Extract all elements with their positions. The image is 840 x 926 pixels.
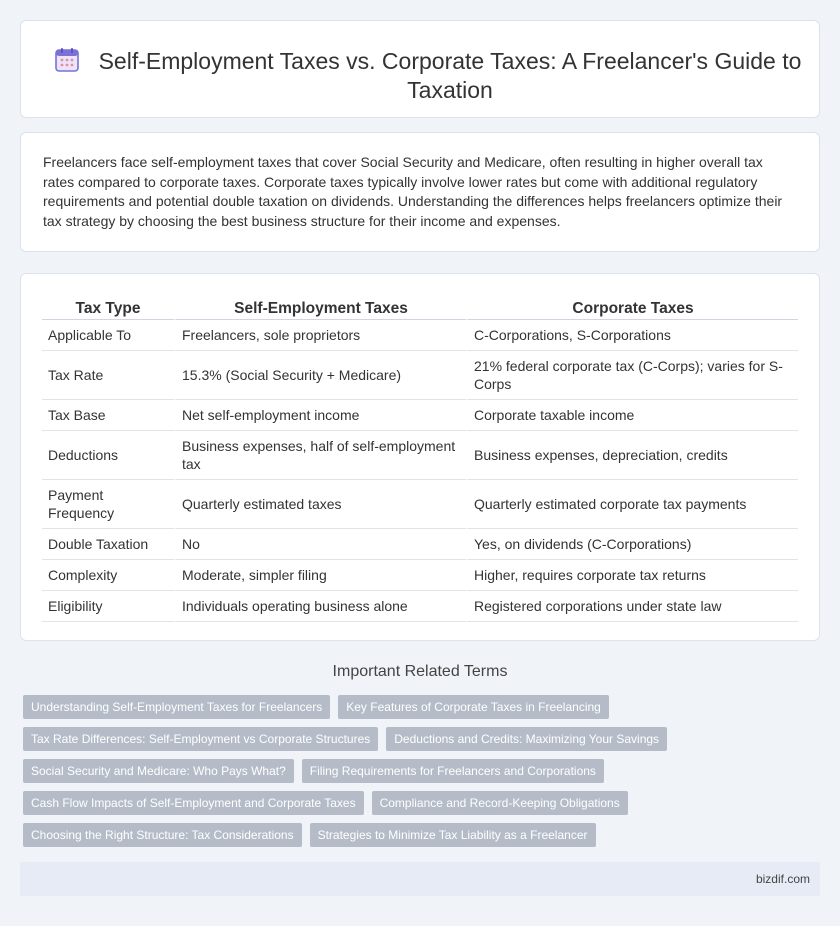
self-employment-cell: Individuals operating business alone bbox=[174, 591, 466, 622]
column-header-tax-type: Tax Type bbox=[42, 296, 174, 320]
table-row bbox=[42, 480, 798, 529]
corporate-cell: Corporate taxable income bbox=[466, 400, 798, 431]
self-employment-cell: No bbox=[174, 529, 466, 560]
intro-card bbox=[20, 132, 820, 252]
self-employment-cell: 15.3% (Social Security + Medicare) bbox=[174, 351, 466, 400]
row-label: Tax Rate bbox=[42, 351, 174, 400]
corporate-cell: Quarterly estimated corporate tax payments bbox=[466, 480, 798, 529]
table-row bbox=[42, 351, 798, 400]
table-row bbox=[42, 529, 798, 560]
self-employment-cell: Net self-employment income bbox=[174, 400, 466, 431]
row-label: Tax Base bbox=[42, 400, 174, 431]
row-label: Applicable To bbox=[42, 320, 174, 351]
tag-row bbox=[23, 791, 803, 815]
corporate-cell: Business expenses, depreciation, credits bbox=[466, 431, 798, 480]
tag-row bbox=[23, 759, 803, 783]
page-title: Self-Employment Taxes vs. Corporate Taxes: A Freelancer's Guide to Taxation bbox=[98, 48, 802, 103]
comparison-table bbox=[42, 296, 798, 622]
related-term-tag[interactable]: Cash Flow Impacts of Self-Employment and Corporate Taxes bbox=[23, 791, 364, 815]
row-label: Double Taxation bbox=[42, 529, 174, 560]
row-label: Eligibility bbox=[42, 591, 174, 622]
related-term-tag[interactable]: Deductions and Credits: Maximizing Your Savings bbox=[386, 727, 667, 751]
self-employment-cell: Moderate, simpler filing bbox=[174, 560, 466, 591]
row-label: Deductions bbox=[42, 431, 174, 480]
column-header-self-employment: Self-Employment Taxes bbox=[174, 296, 466, 320]
related-term-tag[interactable]: Tax Rate Differences: Self-Employment vs Corporate Structures bbox=[23, 727, 378, 751]
footer-brand[interactable]: bizdif.com bbox=[755, 872, 810, 886]
corporate-cell: Higher, requires corporate tax returns bbox=[466, 560, 798, 591]
header-card bbox=[20, 20, 820, 118]
self-employment-cell: Quarterly estimated taxes bbox=[174, 480, 466, 529]
tag-row bbox=[23, 695, 803, 719]
table-header-row bbox=[42, 296, 798, 320]
table-row bbox=[42, 400, 798, 431]
intro-paragraph: Freelancers face self-employment taxes that cover Social Security and Medicare, often resulting in higher overall tax rates compared to corporate taxes. Corporate taxes typically involve lower rates but come with additional regulatory requirements and potential double taxation on dividends. Understanding the differences helps freelancers optimize their tax strategy by choosing the best business structure for their income and expenses. bbox=[43, 154, 783, 229]
row-label: Payment Frequency bbox=[42, 480, 174, 529]
self-employment-cell: Freelancers, sole proprietors bbox=[174, 320, 466, 351]
related-term-tag[interactable]: Key Features of Corporate Taxes in Freelancing bbox=[338, 695, 609, 719]
table-row bbox=[42, 431, 798, 480]
tag-row bbox=[23, 823, 803, 847]
related-terms-list bbox=[23, 695, 803, 855]
footer bbox=[20, 862, 820, 896]
related-terms-heading: Important Related Terms bbox=[332, 663, 508, 680]
table-row bbox=[42, 591, 798, 622]
tag-row bbox=[23, 727, 803, 751]
corporate-cell: Registered corporations under state law bbox=[466, 591, 798, 622]
related-term-tag[interactable]: Understanding Self-Employment Taxes for Freelancers bbox=[23, 695, 330, 719]
row-label: Complexity bbox=[42, 560, 174, 591]
corporate-cell: Yes, on dividends (C-Corporations) bbox=[466, 529, 798, 560]
self-employment-cell: Business expenses, half of self-employment tax bbox=[174, 431, 466, 480]
corporate-cell: 21% federal corporate tax (C-Corps); varies for S-Corps bbox=[466, 351, 798, 400]
comparison-card bbox=[20, 273, 820, 641]
related-term-tag[interactable]: Social Security and Medicare: Who Pays What? bbox=[23, 759, 294, 783]
related-term-tag[interactable]: Choosing the Right Structure: Tax Considerations bbox=[23, 823, 302, 847]
table-row bbox=[42, 560, 798, 591]
related-term-tag[interactable]: Filing Requirements for Freelancers and Corporations bbox=[302, 759, 604, 783]
related-term-tag[interactable]: Compliance and Record-Keeping Obligations bbox=[372, 791, 628, 815]
corporate-cell: C-Corporations, S-Corporations bbox=[466, 320, 798, 351]
related-term-tag[interactable]: Strategies to Minimize Tax Liability as a Freelancer bbox=[310, 823, 596, 847]
table-row bbox=[42, 320, 798, 351]
column-header-corporate: Corporate Taxes bbox=[466, 296, 798, 320]
calendar-icon bbox=[54, 47, 80, 73]
